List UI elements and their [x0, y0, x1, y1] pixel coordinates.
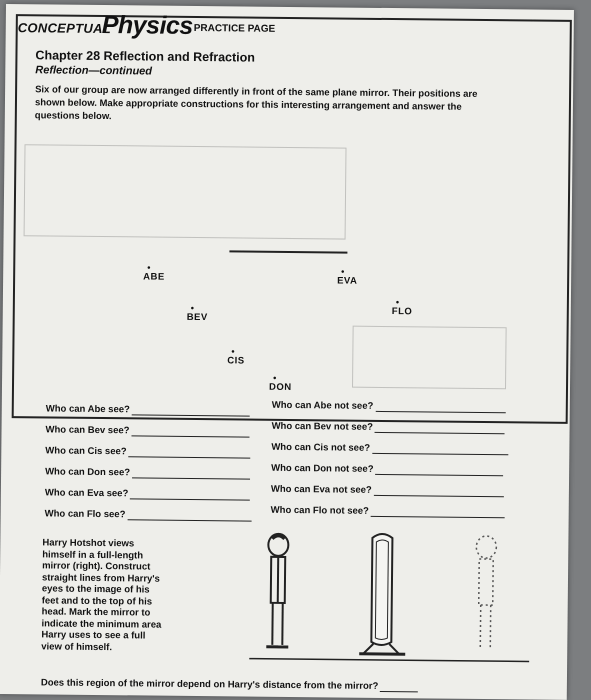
answer-line[interactable]	[130, 497, 250, 500]
answer-line[interactable]	[132, 476, 250, 479]
answer-line[interactable]	[132, 413, 250, 416]
floor-line	[249, 659, 529, 662]
right-questions	[271, 400, 509, 528]
brand-physics: Physics	[101, 11, 193, 40]
question-row: Who can Bev not see?	[271, 421, 508, 444]
harry-instructions: Harry Hotshot views himself in a full-length mirror (right). Construct straight lines from Harry's eyes to the image of his feet and to the top of his head. Mark the mirror to indicate the minimum area Harry uses to see a full view of himself.	[41, 537, 162, 653]
answer-line[interactable]	[375, 410, 505, 413]
question-row: Who can Cis see?	[45, 445, 252, 468]
answer-line[interactable]	[374, 494, 504, 497]
question-row: Who can Abe see?	[46, 403, 253, 426]
question-row: Who can Cis not see?	[271, 442, 508, 465]
question-row: Who can Don not see?	[271, 463, 508, 486]
answer-line[interactable]	[131, 434, 249, 437]
bottom-question: Does this region of the mirror depend on Harry's distance from the mirror?	[41, 677, 419, 692]
person-don: • DON	[269, 382, 292, 393]
page-type-label: PRACTICE PAGE	[193, 22, 276, 35]
section-subtitle: Reflection—continued	[35, 64, 153, 78]
person-eva: • EVA	[337, 275, 357, 286]
question-row: Who can Flo see?	[44, 508, 251, 531]
answer-line[interactable]	[372, 452, 508, 455]
harry-figure	[266, 534, 289, 647]
show-through-shadow	[24, 144, 347, 239]
person-flo: • FLO	[392, 306, 413, 317]
question-row: Who can Bev see?	[45, 424, 252, 447]
question-row: Who can Abe not see?	[272, 400, 509, 423]
left-questions	[44, 403, 252, 531]
brand-conceptual: CONCEPTUAL	[17, 20, 112, 37]
question-row: Who can Eva not see?	[271, 484, 508, 507]
answer-line[interactable]	[371, 515, 505, 518]
full-length-mirror	[359, 534, 406, 654]
instructions-text: Six of our group are now arranged differently in front of the same plane mirror. Their positions are shown below. Make appropriate constructions for this interesting arrangement and answer the questions below.	[34, 84, 478, 123]
question-row: Who can Eva see?	[45, 487, 252, 510]
answer-line[interactable]	[129, 455, 251, 458]
show-through-box	[352, 326, 507, 390]
answer-line[interactable]	[375, 473, 503, 476]
harry-image-dashed	[475, 536, 496, 647]
harry-illustration	[249, 527, 551, 680]
question-row: Who can Flo not see?	[271, 505, 508, 528]
person-cis: • CIS	[227, 355, 244, 366]
worksheet-page	[0, 4, 574, 700]
person-abe: • ABE	[143, 271, 165, 282]
person-bev: • BEV	[187, 312, 208, 323]
chapter-title: Chapter 28 Reflection and Refraction	[35, 48, 256, 65]
answer-line[interactable]	[127, 518, 251, 521]
answer-line[interactable]	[380, 690, 418, 692]
question-row: Who can Don see?	[45, 466, 252, 489]
answer-line[interactable]	[375, 431, 505, 434]
